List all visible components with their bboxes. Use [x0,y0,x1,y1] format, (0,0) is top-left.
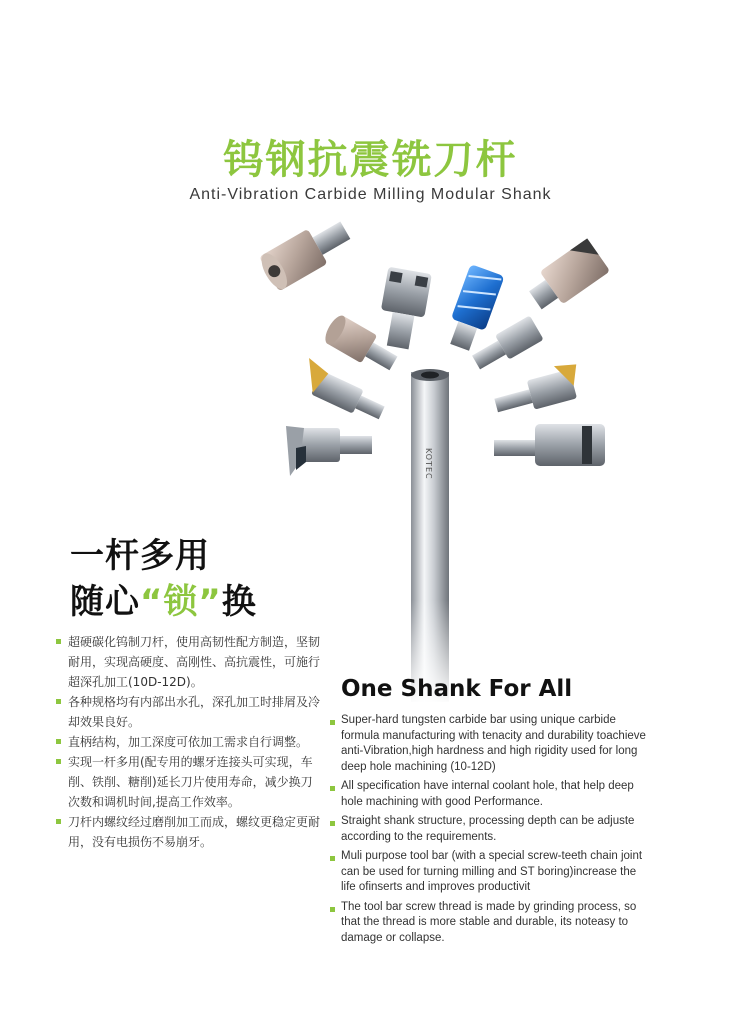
cn-feature-text: 刀杆内螺纹经过磨削加工而成，螺纹更稳定更耐用，没有电损伤不易崩牙。 [68,815,321,849]
en-feature-item [330,779,646,810]
cn-feature-item [56,732,322,752]
slogan-line-2 [70,574,257,623]
boring-head-tool [257,213,356,293]
slogan-prefix: 随心 [70,582,140,622]
triangle-insert-tool [296,358,390,425]
cn-feature-text: 实现一杆多用(配专用的螺牙连接头可实现，车削、铁削、糖削)延长刀片使用寿命，减少换刀次数和调机时间,提高工作效率。 [68,755,313,809]
en-feature-text: Muli purpose tool bar (with a special screw-teeth chain joint can be used for turning milling and ST boring)increase the life ofinserts and improves productivit [341,850,643,893]
english-subtitle: Anti-Vibration Carbide Milling Modular Shank [189,186,552,203]
english-heading: One Shank For All [341,676,573,702]
right-insert-tool [490,360,585,419]
en-feature-item [330,814,646,845]
bullet-icon [330,786,335,791]
cn-feature-item [56,692,322,732]
bullet-icon [56,759,61,764]
blue-end-mill-tool [443,264,505,353]
cn-feature-item [56,632,322,692]
en-feature-text: All specification have internal coolant hole, that help deep hole machining with good Performance. [341,780,634,808]
english-feature-list [330,713,646,950]
bullet-icon [330,720,335,725]
en-feature-item [330,900,646,947]
chinese-feature-list [56,632,322,852]
bullet-icon [330,907,335,912]
face-mill-tool [375,267,432,351]
en-feature-text: The tool bar screw thread is made by grinding process, so that the thread is more stable and durable, its noteasy to damage or collapse. [341,900,637,944]
en-feature-item [330,849,646,896]
bullet-icon [330,821,335,826]
cn-feature-text: 各种规格均有内部出水孔，深孔加工时排屑及冷却效果良好。 [68,695,321,729]
bullet-icon [56,819,61,824]
slogan-suffix: 换 [221,582,257,622]
en-feature-text: Straight shank structure, processing depth can be adjuste according to the requirements. [341,815,635,843]
bullet-icon [330,856,335,861]
en-feature-item [330,713,646,775]
lower-right-cutter-tool [494,424,605,466]
en-feature-text: Super-hard tungsten carbide bar using unique carbide formula manufacturing with tenacity and durability toachieve anti-Vibration,high hardness and high rigidity used for long deep hole machining (10-12D) [341,714,646,773]
shank-brand-mark: KOTEC [424,448,433,480]
chinese-title: 钨钢抗震铣刀杆 [223,137,518,183]
cn-feature-text: 直柄结构，加工深度可依加工需求自行调整。 [68,735,309,749]
bullet-icon [56,699,61,704]
slogan-accent: “锁” [140,582,222,622]
cn-feature-item [56,812,322,852]
slogan-line-1: 一杆多用 [70,536,210,576]
chamfer-milling-tool [286,426,372,476]
cn-feature-item [56,752,322,812]
bullet-icon [56,739,61,744]
right-boring-head-tool [523,238,610,316]
carbide-shank [411,369,449,704]
cn-feature-text: 超硬碳化钨制刀杆，使用高韧性配方制造，坚韧耐用，实现高硬度、高刚性、高抗震性，可施行超深孔加工(10D-12D)。 [68,635,321,689]
bullet-icon [56,639,61,644]
